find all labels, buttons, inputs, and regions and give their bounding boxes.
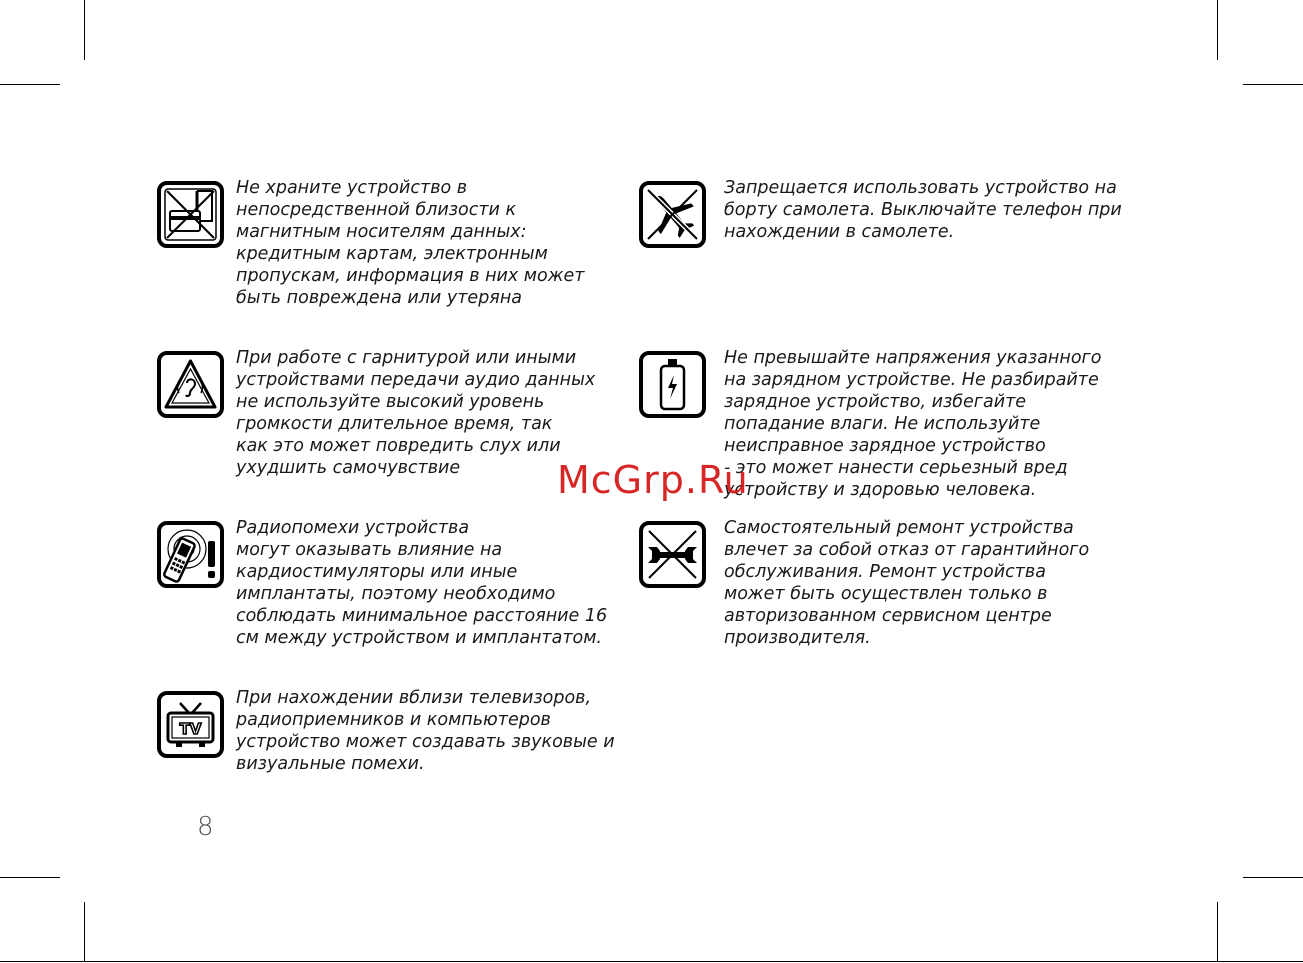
- bottom-rule: [0, 961, 1303, 962]
- warning-pacemaker: [157, 518, 608, 649]
- hearing-warning-icon: [157, 351, 224, 418]
- warning-text: При работе с гарнитурой или иными устройствами передачи аудио данных не используйте высокий уровень громкости длительное время, так как это может повредить слух или ухудшить самочувствие: [236, 348, 596, 478]
- crop-mark: [0, 877, 60, 878]
- warning-tv: [157, 688, 615, 775]
- watermark: McGrp.Ru: [557, 458, 749, 502]
- charger-voltage-icon: [639, 351, 706, 418]
- tv-icon-label: TV: [179, 720, 202, 738]
- no-self-repair-icon: [639, 521, 706, 588]
- crop-mark: [84, 0, 85, 60]
- crop-mark: [0, 84, 60, 85]
- phone-interference-icon: [157, 521, 224, 588]
- warning-text: Не превышайте напряжения указанного на зарядном устройстве. Не разбирайте зарядное устройство, избегайте попадание влаги. Не используйте неисправное зарядное устройство - это может нанести серьезный вред устройству и здоровью человека.: [724, 348, 1102, 500]
- warning-headset: [157, 348, 596, 479]
- page-number: 8: [197, 812, 214, 842]
- warning-text: Радиопомехи устройства могут оказывать влияние на кардиостимуляторы или иные имплантаты, поэтому необходимо соблюдать минимальное расстояние 16 см между устройством и имплантатом.: [236, 518, 608, 648]
- warning-text: Самостоятельный ремонт устройства влечет за собой отказ от гарантийного обслуживания. Ремонт устройства может быть осуществлен только в авторизованном сервисном центре производителя.: [724, 518, 1090, 648]
- tv-interference-icon: [157, 691, 224, 758]
- crop-mark: [1217, 902, 1218, 962]
- crop-mark: [1243, 84, 1303, 85]
- warning-text: Запрещается использовать устройство на борту самолета. Выключайте телефон при нахождении в самолете.: [724, 178, 1122, 242]
- warning-magnetic: [157, 178, 585, 309]
- warning-text: Не храните устройство в непосредственной близости к магнитным носителям данных: кредитным картам, электронным пропускам, информация в них может быть повреждена или утеряна: [236, 178, 585, 308]
- crop-mark: [1217, 0, 1218, 60]
- warning-airplane: [639, 178, 1122, 248]
- crop-mark: [1243, 877, 1303, 878]
- no-airplane-icon: [639, 181, 706, 248]
- crop-mark: [84, 902, 85, 962]
- warning-repair: [639, 518, 1090, 649]
- warning-text: При нахождении вблизи телевизоров, радиоприемников и компьютеров устройство может создавать звуковые и визуальные помехи.: [236, 688, 615, 774]
- no-magnetic-card-icon: [157, 181, 224, 248]
